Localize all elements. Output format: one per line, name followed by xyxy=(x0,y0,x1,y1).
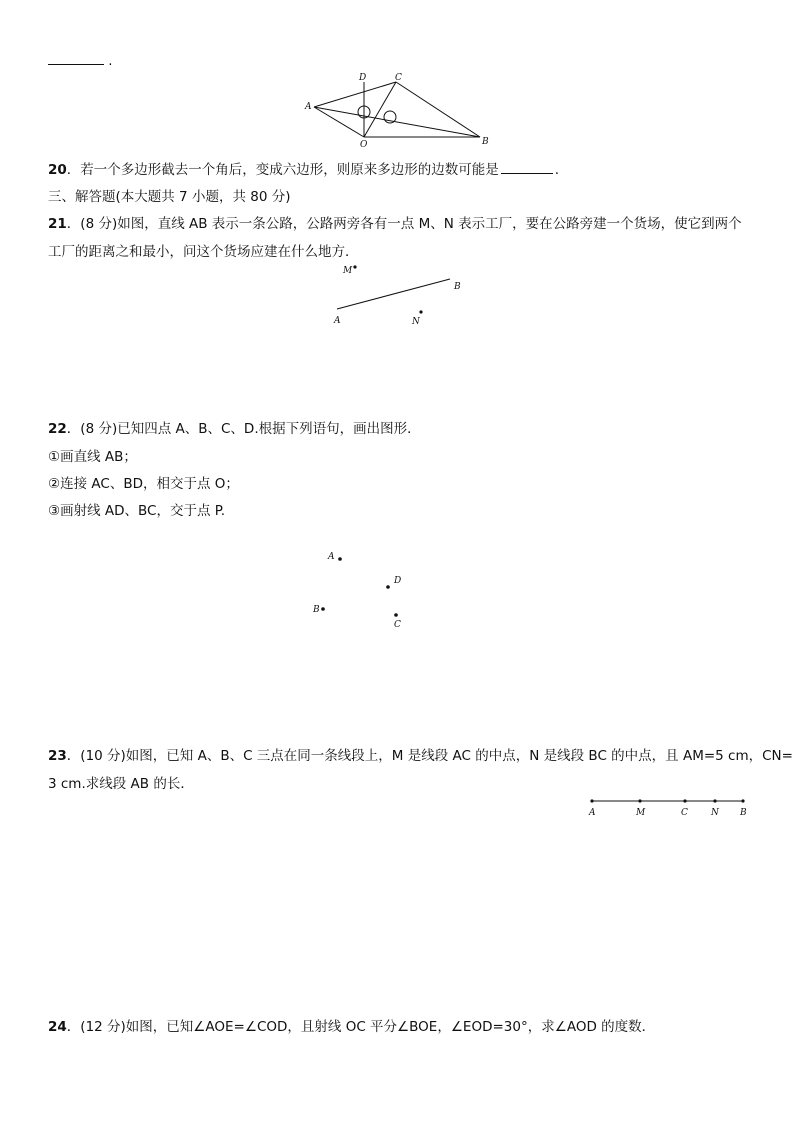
question-text: (10 分)如图，已知 A、B、C 三点在同一条线段上，M 是线段 AC 的中点，N 是线段 BC 的中点，且 AM=5 cm，CN= xyxy=(80,748,793,764)
label-C: C xyxy=(395,73,402,83)
label-A: A xyxy=(328,552,335,562)
answer-blank xyxy=(48,52,104,65)
q19-end-mark: . xyxy=(108,53,113,69)
point-B xyxy=(321,607,325,611)
label-C: C xyxy=(394,620,401,630)
question-number: 23 xyxy=(48,748,67,764)
point-N xyxy=(419,310,422,313)
question-number: 22 xyxy=(48,421,67,437)
point-D xyxy=(386,585,390,589)
label-A: A xyxy=(589,808,596,818)
figure-23-segment xyxy=(585,794,755,824)
question-number: 20 xyxy=(48,162,67,178)
segment-CB xyxy=(396,82,480,137)
question-text: (8 分)已知四点 A、B、C、D.根据下列语句，画出图形． xyxy=(80,421,421,437)
point-A xyxy=(338,557,342,561)
figure-22-points xyxy=(310,548,420,638)
figure-21-road-diagram xyxy=(330,262,470,327)
question-22-step-1: ①画直线 AB； xyxy=(48,449,137,465)
section-heading: 三、解答题(本大题共 7 小题，共 80 分) xyxy=(48,189,291,205)
question-text: (12 分)如图，已知∠AOE=∠COD，且射线 OC 平分∠BOE，∠EOD=30°，求∠AOD 的度数． xyxy=(80,1019,656,1035)
label-C: C xyxy=(681,808,688,818)
label-B: B xyxy=(482,137,489,147)
label-A: A xyxy=(305,102,312,112)
point-M xyxy=(353,265,356,268)
question-24: 24．(12 分)如图，已知∠AOE=∠COD，且射线 OC 平分∠BOE，∠EOD=30°，求∠AOD 的度数． xyxy=(48,1019,656,1035)
question-21-line2: 工厂的距离之和最小，问这个货场应建在什么地方． xyxy=(48,244,359,260)
label-D: D xyxy=(394,576,402,586)
label-B: B xyxy=(454,282,461,292)
q19-answer-blank xyxy=(48,52,113,69)
label-O: O xyxy=(360,140,368,150)
question-22-step-2: ②连接 AC、BD，相交于点 O； xyxy=(48,476,239,492)
question-text: 若一个多边形截去一个角后，变成六边形，则原来多边形的边数可能是 xyxy=(80,162,499,178)
question-20: 20．若一个多边形截去一个角后，变成六边形，则原来多边形的边数可能是 . xyxy=(48,162,560,178)
point-C xyxy=(683,799,686,802)
point-B xyxy=(741,799,744,802)
question-22-stem: 22．(8 分)已知四点 A、B、C、D.根据下列语句，画出图形． xyxy=(48,421,421,437)
label-M: M xyxy=(636,808,646,818)
line-AB xyxy=(337,279,450,309)
point-C xyxy=(394,613,398,617)
question-23-line2: 3 cm.求线段 AB 的长． xyxy=(48,776,194,792)
label-M: M xyxy=(343,266,353,276)
label-A: A xyxy=(334,316,341,326)
label-B: B xyxy=(313,605,320,615)
question-text: (8 分)如图，直线 AB 表示一条公路，公路两旁各有一点 M、N 表示工厂，要在公路旁建一个货场，使它到两个 xyxy=(80,216,742,232)
point-A xyxy=(590,799,593,802)
label-N: N xyxy=(711,808,719,818)
figure-19-diagram xyxy=(300,72,500,152)
question-end: . xyxy=(554,162,560,178)
label-N: N xyxy=(412,317,420,327)
label-B: B xyxy=(740,808,747,818)
question-number: 24 xyxy=(48,1019,67,1035)
question-23-line1: 23．(10 分)如图，已知 A、B、C 三点在同一条线段上，M 是线段 AC 的中点，N 是线段 BC 的中点，且 AM=5 cm，CN= xyxy=(48,748,793,764)
answer-blank xyxy=(501,161,553,174)
question-22-step-3: ③画射线 AD、BC，交于点 P. xyxy=(48,503,226,519)
question-number: 21 xyxy=(48,216,67,232)
point-N xyxy=(713,799,716,802)
question-21-line1: 21．(8 分)如图，直线 AB 表示一条公路，公路两旁各有一点 M、N 表示工厂，要在公路旁建一个货场，使它到两个 xyxy=(48,216,742,232)
point-M xyxy=(638,799,641,802)
label-D: D xyxy=(359,73,367,83)
